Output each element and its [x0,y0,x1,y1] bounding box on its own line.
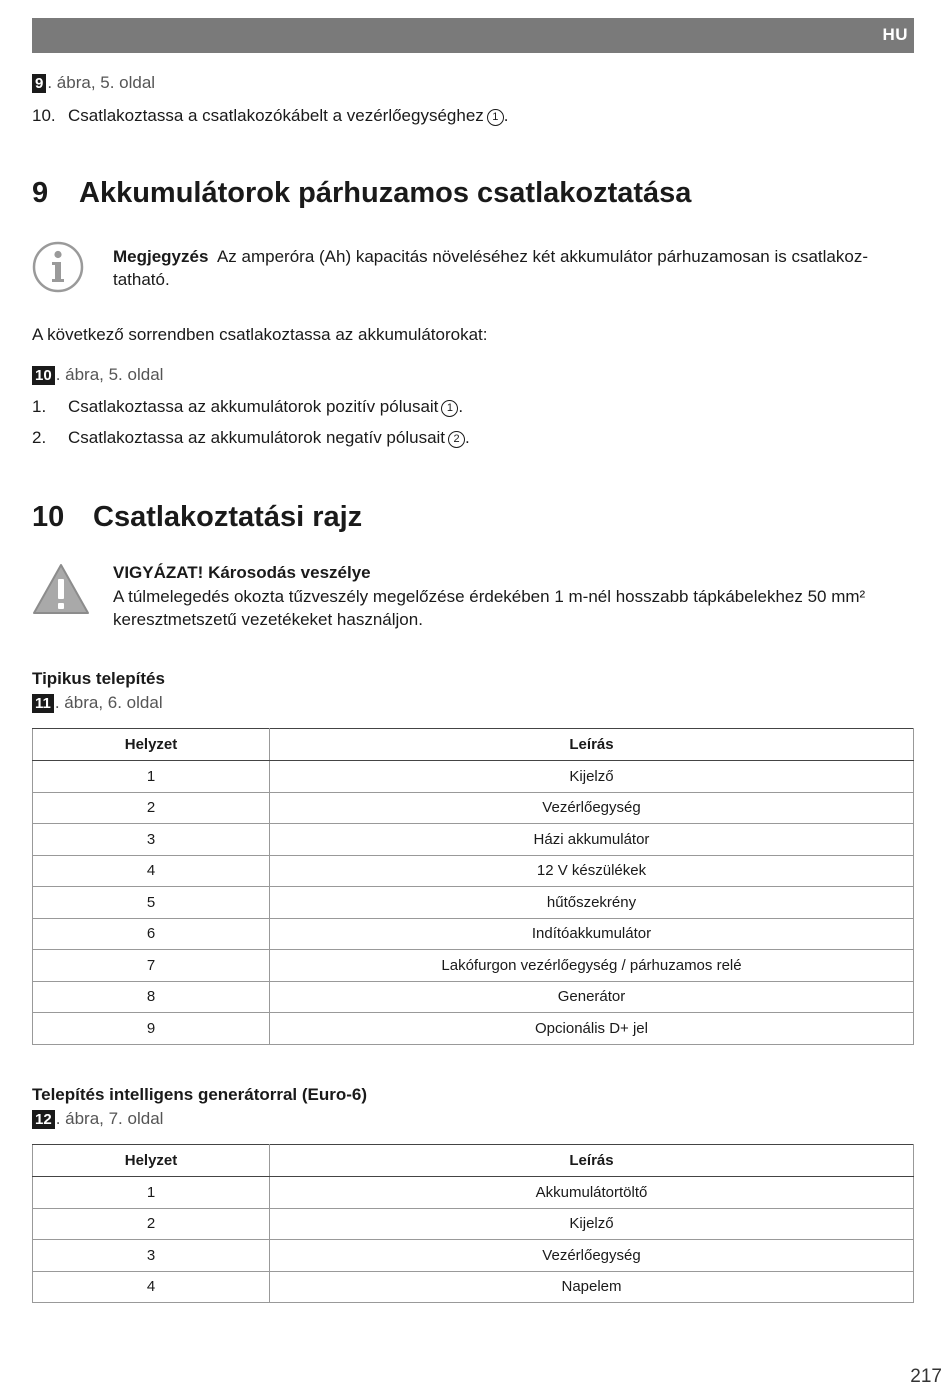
instruction-step [32,397,463,417]
table-row [33,918,914,950]
table-header-row [33,1145,914,1177]
figure-reference [32,73,155,93]
table-row [33,1271,914,1303]
step-number: 10. [32,106,56,125]
figure-reference [32,693,163,713]
info-icon [32,241,84,293]
section-heading [32,177,691,210]
description-cell: Lakófurgon vezérlőegység / párhuzamos relé [270,950,914,982]
position-cell: 8 [33,981,270,1013]
description-cell: Napelem [270,1271,914,1303]
figure-reference-text: . ábra, 7. oldal [55,1109,164,1128]
note-label: Megjegyzés [113,247,209,266]
subsection-heading: Tipikus telepítés [32,669,165,688]
table-row [33,761,914,793]
figure-reference [32,365,163,385]
step-end: . [458,397,464,416]
table-row [33,1208,914,1240]
position-cell: 4 [33,1271,270,1303]
step-number: 1. [32,397,47,416]
column-header: Helyzet [33,1145,270,1177]
warning-title: VIGYÁZAT! Károsodás veszélye [113,563,371,582]
column-header: Leírás [270,729,914,761]
column-header: Helyzet [33,729,270,761]
callout-number: 1 [441,400,458,417]
figure-number: 11 [32,694,54,713]
figure-number: 9 [32,74,46,93]
section-title: Csatlakoztatási rajz [93,501,363,533]
position-cell: 9 [33,1013,270,1045]
position-cell: 4 [33,855,270,887]
position-cell: 7 [33,950,270,982]
note-text: Az amperóra (Ah) kapacitás növeléséhez két akkumulátor párhuzamosan is csatlakoz-tatható. [113,247,868,289]
page-number: 217 [910,1366,942,1387]
position-cell: 3 [33,1240,270,1272]
figure-reference-text: . ábra, 5. oldal [47,73,156,92]
step-text: Csatlakoztassa az akkumulátorok negatív pólusait [68,428,446,447]
figure-number: 10 [32,366,55,385]
position-cell: 1 [33,1177,270,1209]
description-cell: Kijelző [270,1208,914,1240]
step-text: Csatlakoztassa az akkumulátorok pozitív pólusait [68,397,439,416]
language-label: HU [882,25,908,44]
position-cell: 6 [33,918,270,950]
table-row [33,887,914,919]
instruction-step [32,106,509,126]
description-cell: Indítóakkumulátor [270,918,914,950]
section-number: 9 [32,177,49,209]
position-cell: 3 [33,824,270,856]
table-row [33,1177,914,1209]
table-row [33,792,914,824]
section-heading [32,501,362,534]
callout-number: 1 [487,109,504,126]
section-title: Akkumulátorok párhuzamos csatlakoztatása [79,177,692,209]
figure-reference-text: . ábra, 6. oldal [54,693,163,712]
figure-number: 12 [32,1110,55,1129]
table-header-row [33,729,914,761]
subsection-heading: Telepítés intelligens generátorral (Euro-6) [32,1085,368,1104]
description-cell: hűtőszekrény [270,887,914,919]
description-cell: 12 V készülékek [270,855,914,887]
header-bar [32,18,914,53]
position-cell: 2 [33,792,270,824]
description-cell: Vezérlőegység [270,1240,914,1272]
figure-reference-text: . ábra, 5. oldal [55,365,164,384]
description-cell: Akkumulátortöltő [270,1177,914,1209]
callout-number: 2 [448,431,465,448]
step-number: 2. [32,428,47,447]
description-cell: Vezérlőegység [270,792,914,824]
note-block [113,245,893,291]
typical-installation-table [32,728,914,1045]
description-cell: Generátor [270,981,914,1013]
warning-text: A túlmelegedés okozta tűzveszély megelőzése érdekében 1 m-nél hosszabb tápkábelekhez 50 mm² keresztmetszetű vezetékeket használjon. [113,587,866,629]
column-header: Leírás [270,1145,914,1177]
position-cell: 1 [33,761,270,793]
table-row [33,855,914,887]
table-row [33,950,914,982]
position-cell: 2 [33,1208,270,1240]
position-cell: 5 [33,887,270,919]
table-row [33,824,914,856]
table-row [33,981,914,1013]
description-cell: Kijelző [270,761,914,793]
description-cell: Opcionális D+ jel [270,1013,914,1045]
table-row [33,1013,914,1045]
description-cell: Házi akkumulátor [270,824,914,856]
instruction-step [32,428,470,448]
section-number: 10 [32,501,65,533]
warning-triangle-icon [32,562,90,616]
figure-reference [32,1109,163,1129]
intro-paragraph: A következő sorrendben csatlakoztassa az akkumulátorokat: [32,325,488,344]
step-text: Csatlakoztassa a csatlakozókábelt a vezérlőegységhez [68,106,484,125]
table-row [33,1240,914,1272]
step-end: . [465,428,470,447]
step-end: . [503,106,509,125]
smart-alternator-table [32,1144,914,1303]
